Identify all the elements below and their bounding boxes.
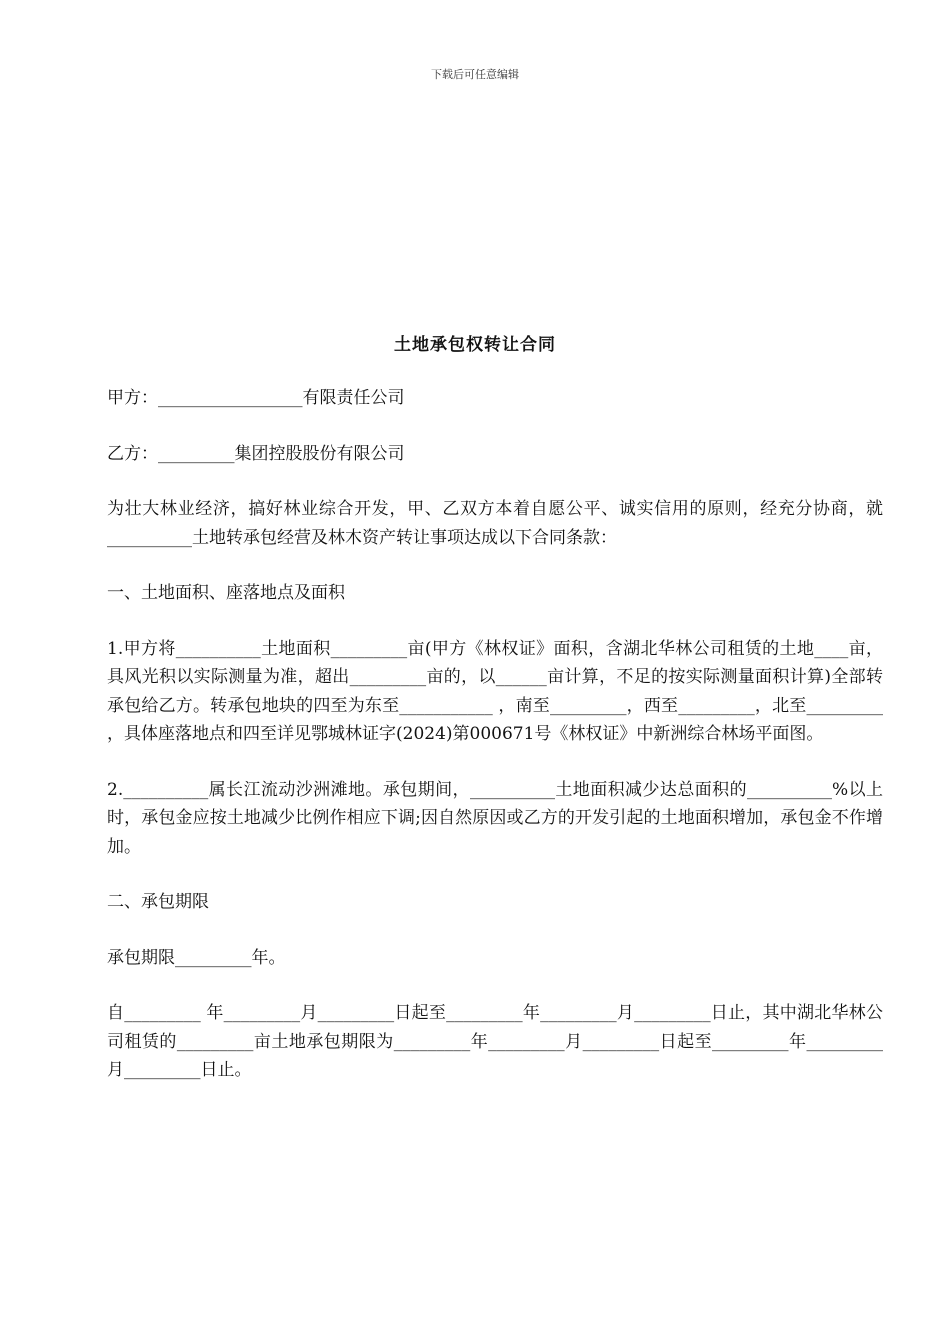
section2-heading: 二、承包期限 <box>107 892 209 912</box>
period-paragraph: 自_________ 年_________月_________日起至_________年_________月_________日止，其中湖北华林公司租赁的_________亩土地承包期限为_________年_________月_________日起至_________年_________月_________日止。 <box>107 1003 883 1080</box>
clause2-paragraph: 2.__________属长江流动沙洲滩地。承包期间，__________土地面积减少达总面积的__________%以上时，承包金应按土地减少比例作相应下调;因自然原因或乙方的开发引起的土地面积增加，承包金不作增加。 <box>107 779 883 857</box>
document-title: 土地承包权转让合同 <box>394 335 556 355</box>
section1-heading: 一、土地面积、座落地点及面积 <box>107 583 345 603</box>
party-a-line: 甲方：_________________有限责任公司 <box>107 388 405 408</box>
document-body <box>107 384 883 1112</box>
term-paragraph: 承包期限_________年。 <box>107 947 286 968</box>
preamble-paragraph <box>107 495 883 552</box>
preamble-text: 为壮大林业经济，搞好林业综合开发，甲、乙双方本着自愿公平、诚实信用的原则，经充分协商，就__________土地转承包经营及林木资产转让事项达成以下合同条款： <box>107 499 883 548</box>
header-note: 下载后可任意编辑 <box>431 68 519 81</box>
clause1-paragraph: 1.甲方将__________土地面积_________亩(甲方《林权证》面积，含湖北华林公司租赁的土地____亩，具风光积以实际测量为准，超出_________亩的，以______亩计算，不足的按实际测量面积计算)全部转承包给乙方。转承包地块的四至为东至___________ ，南至_________，西至_________，北至_________ ，具体座落地点和四至详见鄂城林证字(2024)第000671号《林权证》中新洲综合林场平面图。 <box>107 638 883 744</box>
party-b-line: 乙方：_________集团控股股份有限公司 <box>107 443 405 464</box>
